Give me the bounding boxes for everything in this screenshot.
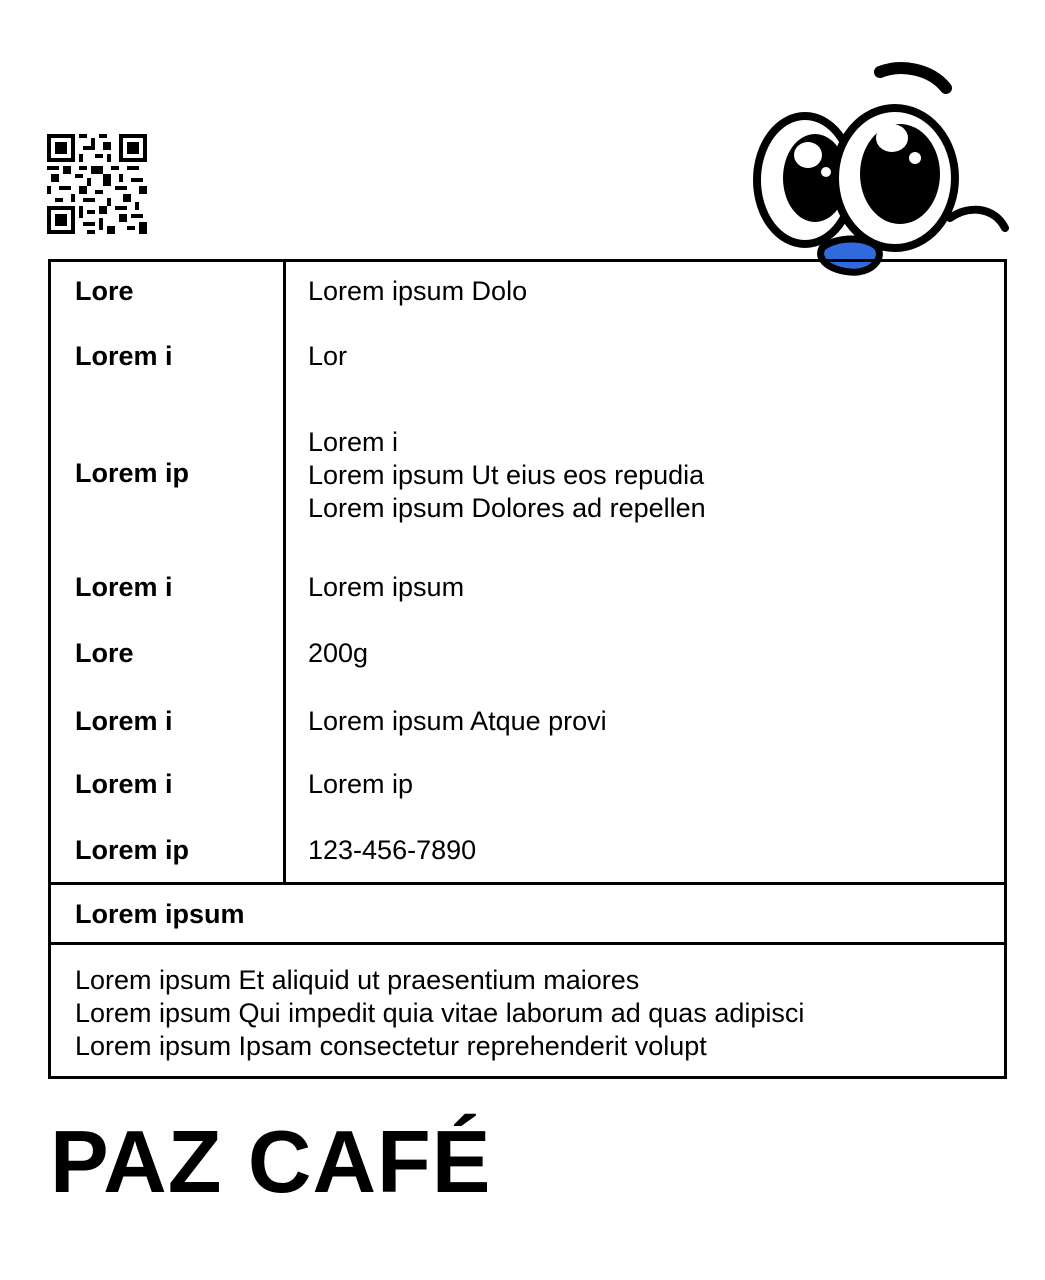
brand-name: PAZ CAFÉ [50, 1112, 492, 1211]
spec-label: Lorem ip [75, 458, 190, 488]
notes-title: Lorem ipsum [75, 899, 245, 929]
column-divider [283, 262, 286, 884]
spec-value: 123-456-7890 [308, 835, 477, 865]
product-info-card [48, 259, 1007, 1079]
spec-label: Lorem i [75, 706, 173, 736]
spec-value-line: Lorem ipsum Dolores ad repellen [308, 493, 706, 523]
spec-value: Lorem ipsum [308, 572, 465, 602]
spec-value: Lor [308, 341, 348, 371]
spec-value-line: Lorem ipsum Ut eius eos repudia [308, 460, 705, 490]
spec-value: 200g [308, 638, 369, 668]
section-divider [48, 942, 1007, 945]
section-divider [48, 882, 1007, 885]
spec-label: Lore [75, 276, 134, 306]
cartoon-eyes-mascot-icon [750, 60, 1015, 280]
notes-line: Lorem ipsum Qui impedit quia vitae laborum ad quas adipisci [75, 998, 805, 1028]
spec-label: Lorem i [75, 572, 173, 602]
spec-value: Lorem ipsum Atque provi [308, 706, 607, 736]
spec-value: Lorem ip [308, 769, 414, 799]
spec-label: Lorem i [75, 769, 173, 799]
notes-line: Lorem ipsum Et aliquid ut praesentium maiores [75, 965, 640, 995]
notes-line: Lorem ipsum Ipsam consectetur reprehenderit volupt [75, 1031, 707, 1061]
notes-body [75, 964, 804, 1063]
spec-label: Lore [75, 638, 134, 668]
spec-label: Lorem ip [75, 835, 190, 865]
spec-value-line: Lorem i [308, 427, 399, 457]
spec-value: Lorem ipsum Dolo [308, 276, 528, 306]
spec-label: Lorem i [75, 341, 173, 371]
qr-code-icon [47, 134, 147, 234]
spec-value-multiline [308, 426, 706, 525]
